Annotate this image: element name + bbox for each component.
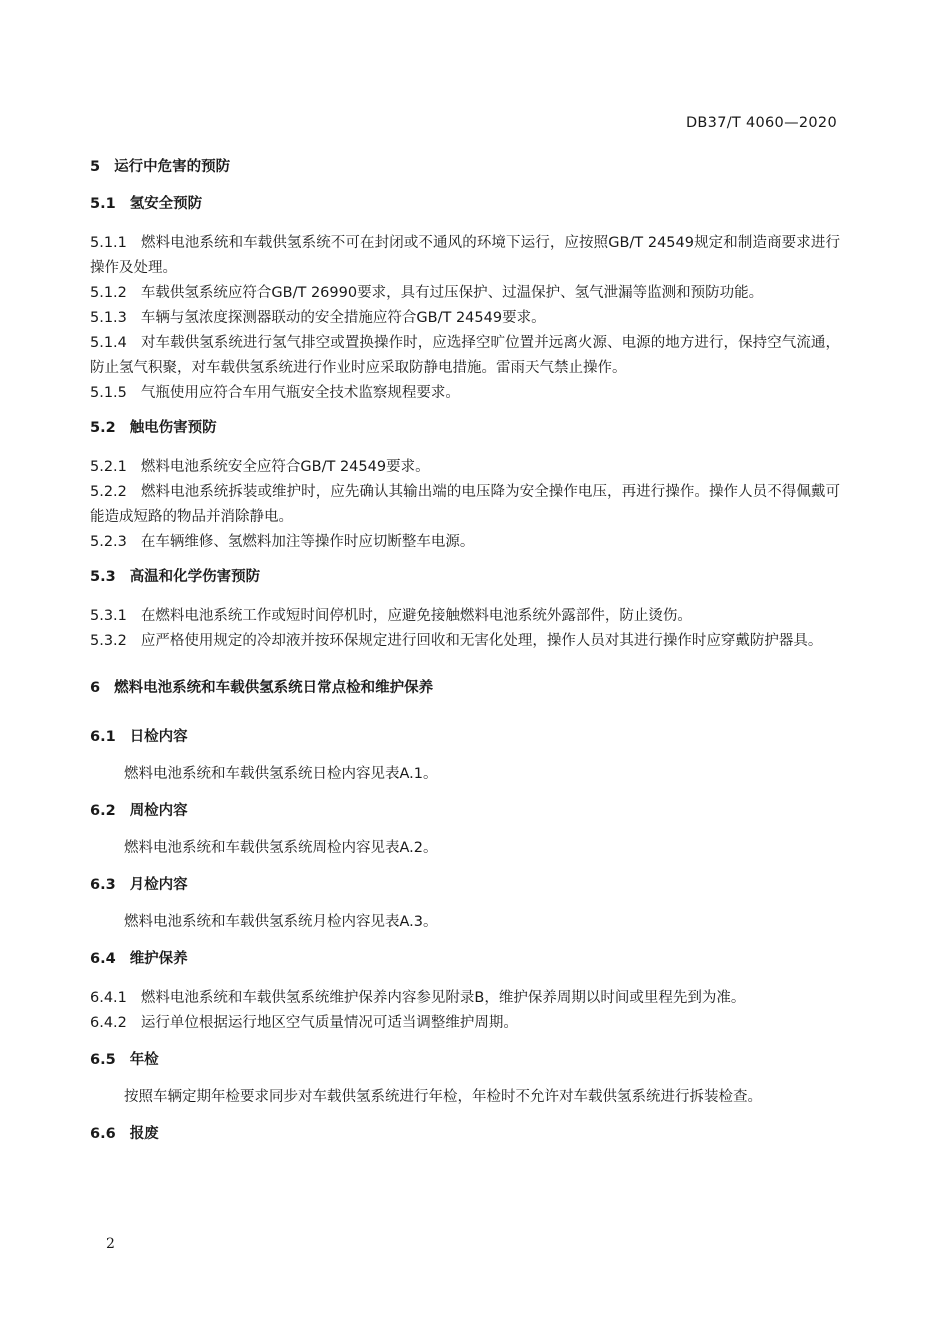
clause-number: 6.3 (90, 877, 116, 893)
page-number: 2 (106, 1236, 115, 1252)
clause-number: 5.1 (90, 196, 116, 212)
clause-text: 车载供氢系统应符合GB/T 26990要求，具有过压保护、过温保护、氢气泄漏等监测和预防功能。 (140, 285, 764, 301)
clause-text: 燃料电池系统和车载供氢系统维护保养内容参见附录B，维护保养周期以时间或里程先到为准。 (140, 990, 746, 1006)
clause-number: 5.3.1 (90, 608, 127, 624)
clause-number: 5.1.3 (90, 310, 127, 326)
clause-number: 6 (90, 680, 101, 696)
clause-number: 6.2 (90, 803, 116, 819)
subsection-heading (90, 873, 840, 898)
subsection-heading (90, 1048, 840, 1073)
subsection-heading (90, 947, 840, 972)
clause-number: 5.2.2 (90, 484, 127, 500)
clause-number: 5 (90, 159, 101, 175)
document-body (90, 155, 840, 1147)
clause-text: 燃料电池系统和车载供氢系统不可在封闭或不通风的环境下运行，应按照GB/T 24549规定和制造商要求进行操作及处理。 (90, 235, 840, 276)
section-heading (90, 676, 840, 701)
subsection-heading (90, 192, 840, 217)
section-heading (90, 155, 840, 180)
clause-text: 在车辆维修、氢燃料加注等操作时应切断整车电源。 (140, 534, 475, 550)
heading-title: 年检 (129, 1052, 159, 1068)
clause-number: 6.1 (90, 729, 116, 745)
clause-number: 5.1.2 (90, 285, 127, 301)
heading-title: 周检内容 (129, 803, 188, 819)
heading-title: 氢安全预防 (129, 196, 203, 212)
heading-title: 月检内容 (129, 877, 188, 893)
clause-text: 气瓶使用应符合车用气瓶安全技术监察规程要求。 (140, 385, 460, 401)
subsection-heading (90, 725, 840, 750)
clause-text: 燃料电池系统拆装或维护时，应先确认其输出端的电压降为安全操作电压，再进行操作。操作人员不得佩戴可能造成短路的物品并消除静电。 (90, 484, 840, 525)
clause-number: 6.6 (90, 1126, 116, 1142)
subsection-heading (90, 416, 840, 441)
clause-number: 5.3 (90, 569, 116, 585)
clause-paragraph (90, 604, 840, 629)
clause-paragraph (90, 455, 840, 480)
heading-title: 报废 (129, 1126, 159, 1142)
subsection-heading (90, 799, 840, 824)
heading-title: 高温和化学伤害预防 (129, 569, 261, 585)
body-paragraph: 燃料电池系统和车载供氢系统月检内容见表A.3。 (124, 914, 438, 930)
clause-number: 6.4 (90, 951, 116, 967)
clause-paragraph (90, 480, 840, 530)
body-paragraph: 按照车辆定期年检要求同步对车载供氢系统进行年检，年检时不允许对车载供氢系统进行拆装检查。 (124, 1089, 762, 1105)
clause-number: 5.2.3 (90, 534, 127, 550)
clause-text: 对车载供氢系统进行氢气排空或置换操作时，应选择空旷位置并远离火源、电源的地方进行，保持空气流通，防止氢气积聚，对车载供氢系统进行作业时应采取防静电措施。雷雨天气禁止操作。 (90, 335, 840, 376)
clause-text: 车辆与氢浓度探测器联动的安全措施应符合GB/T 24549要求。 (140, 310, 546, 326)
clause-text: 运行单位根据运行地区空气质量情况可适当调整维护周期。 (140, 1015, 518, 1031)
clause-paragraph (90, 986, 840, 1011)
heading-title: 燃料电池系统和车载供氢系统日常点检和维护保养 (114, 680, 434, 696)
clause-number: 5.2 (90, 420, 116, 436)
clause-paragraph (90, 306, 840, 331)
clause-number: 5.2.1 (90, 459, 127, 475)
clause-number: 6.4.1 (90, 990, 127, 1006)
clause-number: 5.1.4 (90, 335, 127, 351)
doc-number: DB37/T 4060—2020 (685, 115, 837, 131)
clause-text: 应严格使用规定的冷却液并按环保规定进行回收和无害化处理，操作人员对其进行操作时应穿戴防护器具。 (140, 633, 823, 649)
clause-text: 在燃料电池系统工作或短时间停机时，应避免接触燃料电池系统外露部件，防止烫伤。 (140, 608, 692, 624)
heading-title: 运行中危害的预防 (114, 159, 231, 175)
clause-paragraph (90, 331, 840, 381)
body-paragraph: 燃料电池系统和车载供氢系统周检内容见表A.2。 (124, 840, 438, 856)
heading-title: 触电伤害预防 (129, 420, 217, 436)
subsection-heading (90, 1122, 840, 1147)
clause-number: 6.4.2 (90, 1015, 127, 1031)
clause-paragraph (90, 1011, 840, 1036)
clause-number: 5.1.5 (90, 385, 127, 401)
clause-number: 5.1.1 (90, 235, 127, 251)
clause-paragraph (90, 281, 840, 306)
clause-paragraph (90, 381, 840, 406)
clause-text: 燃料电池系统安全应符合GB/T 24549要求。 (140, 459, 430, 475)
clause-paragraph (90, 629, 840, 654)
clause-paragraph (90, 530, 840, 555)
heading-title: 日检内容 (129, 729, 188, 745)
clause-paragraph (90, 231, 840, 281)
body-paragraph: 燃料电池系统和车载供氢系统日检内容见表A.1。 (124, 766, 438, 782)
subsection-heading (90, 565, 840, 590)
clause-number: 5.3.2 (90, 633, 127, 649)
clause-number: 6.5 (90, 1052, 116, 1068)
heading-title: 维护保养 (129, 951, 188, 967)
